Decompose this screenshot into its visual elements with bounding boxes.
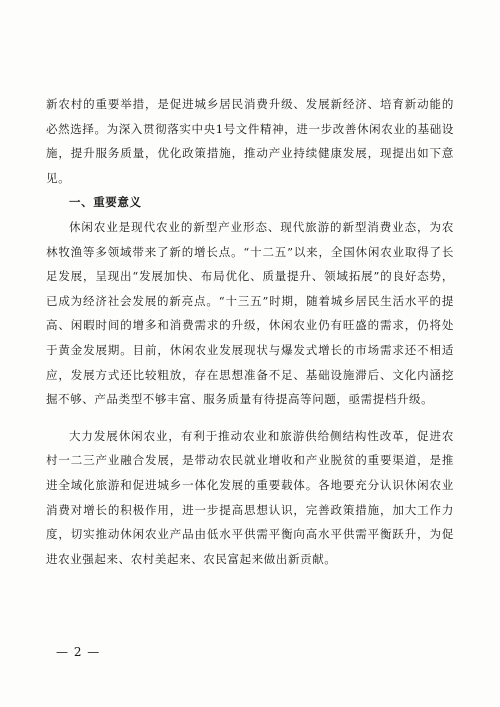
section-heading: 一、重要意义 (69, 195, 142, 210)
significance-paragraph-2: 大力发展休闲农业，有利于推动农业和旅游供给侧结构性改革，促进农村一二三产业融合发展，是带动农民就业增收和产业脱贫的重要渠道，是推进全域化旅游和促进城乡一体化发展的重要载体。各地要充分认识休闲农业消费对增长的积极作用，进一步提高思想认识，完善政策措施，加大工作力度，切实推动休闲农业产品由低水平供需平衡向高水平供需平衡跃升，为促进农业强起来、农村美起来、农民富起来做出新贡献。 (46, 428, 454, 566)
significance-paragraph-1: 休闲农业是现代农业的新型产业形态、现代旅游的新型消费业态，为农林牧渔等多领域带来了新的增长点。“十二五”以来，全国休闲农业取得了长足发展，呈现出“发展加快、布局优化、质量提升、领域拓展”的良好态势，已成为经济社会发展的新亮点。“十三五”时期，随着城乡居民生活水平的提高、闲暇时间的增多和消费需求的升级，休闲农业仍有旺盛的需求，仍将处于黄金发展期。目前，休闲农业发展现状与爆发式增长的市场需求还不相适应，发展方式还比较粗放，存在思想准备不足、基础设施滞后、文化内涵挖掘不够、产品类型不够丰富、服务质量有待提高等问题，亟需提档升级。 (46, 219, 454, 407)
document-body (46, 92, 454, 571)
intro-paragraph: 新农村的重要举措，是促进城乡居民消费升级、发展新经济、培育新动能的必然选择。为深入贯彻落实中央1号文件精神，进一步改善休闲农业的基础设施，提升服务质量，优化政策措施，推动产业持续健康发展，现提出如下意见。 (46, 97, 454, 185)
paragraph-spacer (46, 412, 454, 424)
page-number: — 2 — (56, 645, 101, 659)
